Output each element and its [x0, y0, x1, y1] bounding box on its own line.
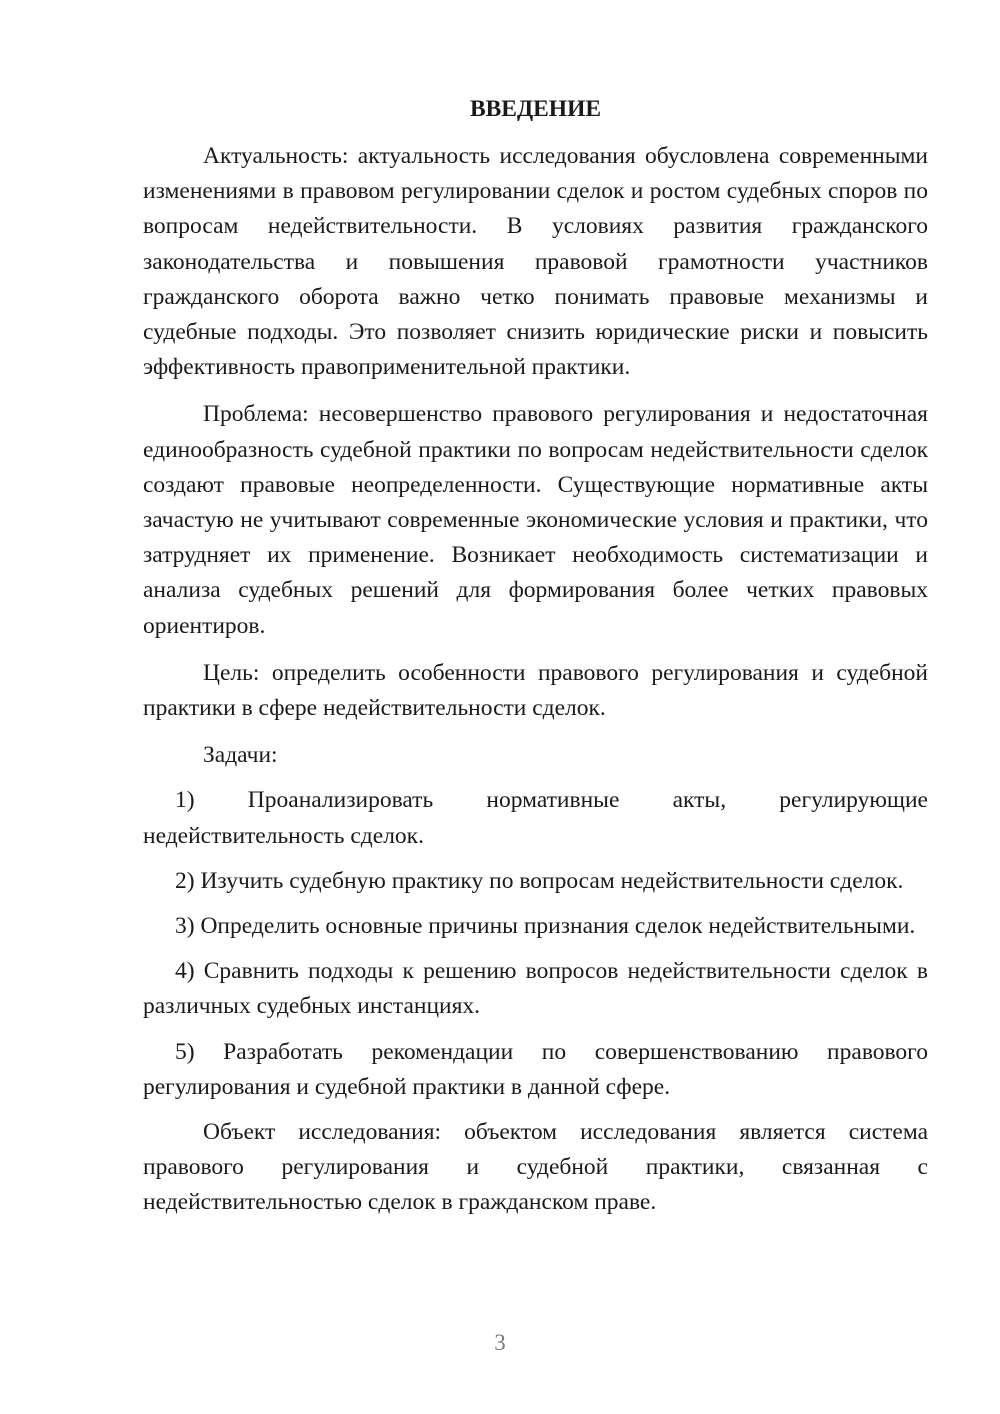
task-item-4: 4) Сравнить подходы к решению вопросов недействительности сделок в различных судебных инстанциях. — [143, 958, 928, 1020]
paragraph-relevance: Актуальность: актуальность исследования обусловлена современными изменениями в правовом регулировании сделок и ростом судебных споров по вопросам недействительности. В условиях развития гражданского законодательства и повышения правовой грамотности участников гражданского оборота важно четко понимать правовые механизмы и судебные подходы. Это позволяет снизить юридические риски и повысить эффективность правоприменительной практики. — [143, 143, 928, 381]
task-item-3: 3) Определить основные причины признания сделок недействительными. — [175, 913, 916, 940]
task-item-1: 1) Проанализировать нормативные акты, регулирующие недействительность сделок. — [143, 787, 928, 849]
page-content — [143, 92, 928, 1233]
paragraph-object: Объект исследования: объектом исследования является система правового регулирования и судебной практики, связанная с недействительностью сделок в гражданском праве. — [143, 1119, 928, 1216]
paragraph-problem: Проблема: несовершенство правового регулирования и недостаточная единообразность судебной практики по вопросам недействительности сделок создают правовые неопределенности. Существующие нормативные акты зачастую не учитывают современные экономические условия и практики, что затрудняет их применение. Возникает необходимость систематизации и анализа судебных решений для формирования более четких правовых ориентиров. — [143, 401, 928, 639]
page-number: 3 — [494, 1330, 506, 1355]
task-item-5: 5) Разработать рекомендации по совершенствованию правового регулирования и судебной практики в данной сфере. — [143, 1038, 928, 1100]
task-item-2: 2) Изучить судебную практику по вопросам недействительности сделок. — [175, 867, 904, 894]
section-title: ВВЕДЕНИЕ — [469, 96, 602, 122]
paragraph-goal: Цель: определить особенности правового регулирования и судебной практики в сфере недействительности сделок. — [143, 659, 928, 722]
tasks-heading: Задачи: — [203, 742, 278, 769]
